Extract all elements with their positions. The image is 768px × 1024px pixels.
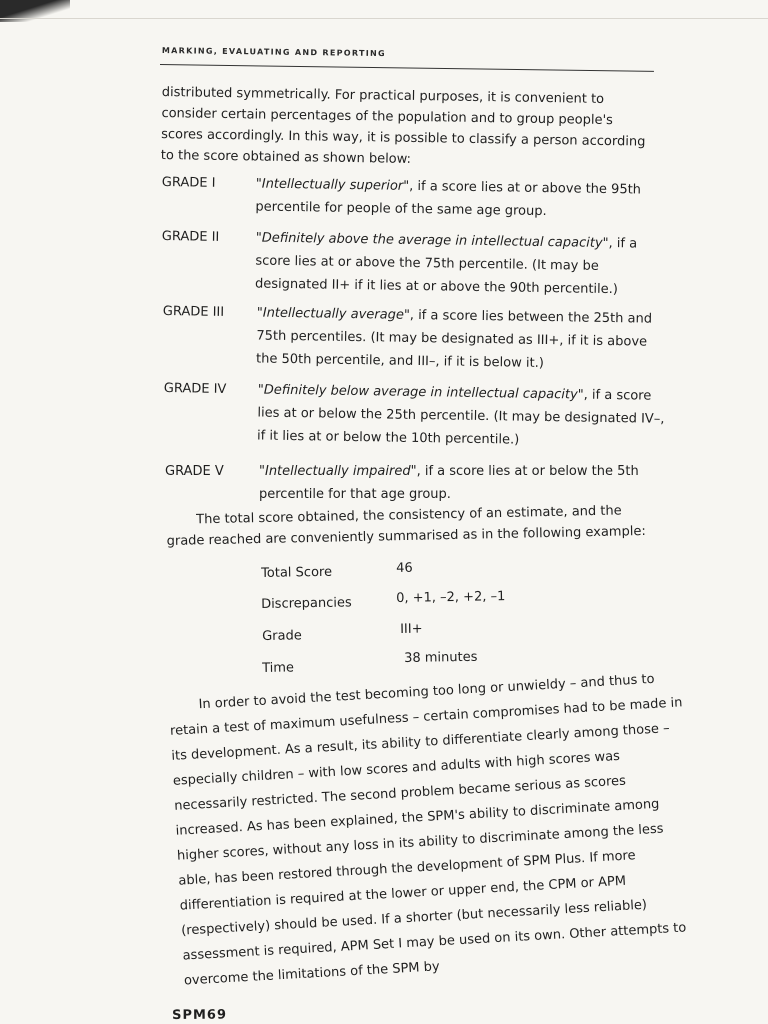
time-value: 38 minutes — [404, 649, 478, 666]
grade-summary-value: III+ — [400, 621, 423, 637]
closing-paragraph: In order to avoid the test becoming too long or unwieldy – and thus to retain a test of maximum usefulness – certain compromises had to be made in its development. As a result, its ability to differentiate clearly among those – especially children – with low scores and adults with high scores was necessarily restricted. The second problem became serious as scores increased. As has been explained, the SPM's ability to discriminate among higher scores, without any loss in its ability to discriminate among the less able, has been restored through the development of SPM Plus. If more differentiation is required at the lower or upper end, the CPM or APM (respectively) should be used. If a shorter (but necessarily less reliable) assessment is required, APM Set I may be used on its own. Other attempts to overcome the limitations of the SPM by — [169, 671, 687, 989]
total-score-label: Total Score — [261, 564, 333, 581]
grade-row-2 — [161, 225, 667, 298]
grade-row-3 — [162, 300, 668, 371]
grade-description — [259, 460, 669, 506]
grade-label: GRADE IV — [163, 380, 227, 397]
discrepancies-label: Discrepancies — [261, 595, 352, 612]
grade-text: , if a score lies at or below the 5th percentile for that age group. — [259, 464, 639, 502]
grade-text: , if a score lies at or above the 75th percentile. (It may be designated II+ if it lies at or above the 90th percentile.) — [254, 236, 638, 298]
paper-edge — [0, 18, 768, 19]
grade-text: , if a score lies at or above the 95th percentile for people of the same age group. — [255, 178, 642, 220]
intro-paragraph: distributed symmetrically. For practical purposes, it is convenient to consider certain percentages of the population and to group people's scores accordingly. In this way, it is possible to classify a person according to the score obtained as shown below: — [160, 84, 646, 167]
grade-quote: "Intellectually average" — [256, 305, 410, 323]
grade-label: GRADE I — [161, 174, 216, 191]
grade-quote: "Intellectually superior" — [255, 176, 410, 194]
summary-intro-paragraph: The total score obtained, the consistency of an estimate, and the grade reached are conveniently summarised as in the following example: — [166, 503, 646, 549]
grade-description — [255, 172, 666, 224]
grade-text: , if a score lies between the 25th and 75th percentiles. (It may be designated as III+, if it is above the 50th percentile, and III–, if it is below it.) — [255, 307, 653, 371]
grade-description — [257, 378, 668, 453]
running-head: MARKING, EVALUATING AND REPORTING — [161, 46, 386, 59]
grade-summary-label: Grade — [262, 628, 302, 644]
grade-text: , if a score lies at or below the 25th percentile. (It may be designated IV–, if it lies at or below the 10th percentile.) — [256, 387, 665, 448]
header-rule — [160, 64, 654, 72]
total-score-value: 46 — [396, 560, 413, 576]
grade-label: GRADE V — [165, 464, 224, 479]
grade-label: GRADE III — [162, 303, 225, 320]
grade-quote: "Definitely below average in intellectual capacity" — [257, 382, 584, 403]
page-footer-label: SPM69 — [172, 1007, 228, 1023]
grade-row-4 — [163, 377, 669, 448]
time-label: Time — [262, 660, 295, 676]
grade-description — [256, 301, 667, 376]
grade-quote: "Intellectually impaired" — [259, 464, 417, 479]
grade-description — [255, 226, 666, 301]
grade-label: GRADE II — [161, 228, 220, 245]
grade-quote: "Definitely above the average in intellectual capacity" — [255, 230, 609, 252]
discrepancies-value: 0, +1, –2, +2, –1 — [396, 589, 506, 606]
